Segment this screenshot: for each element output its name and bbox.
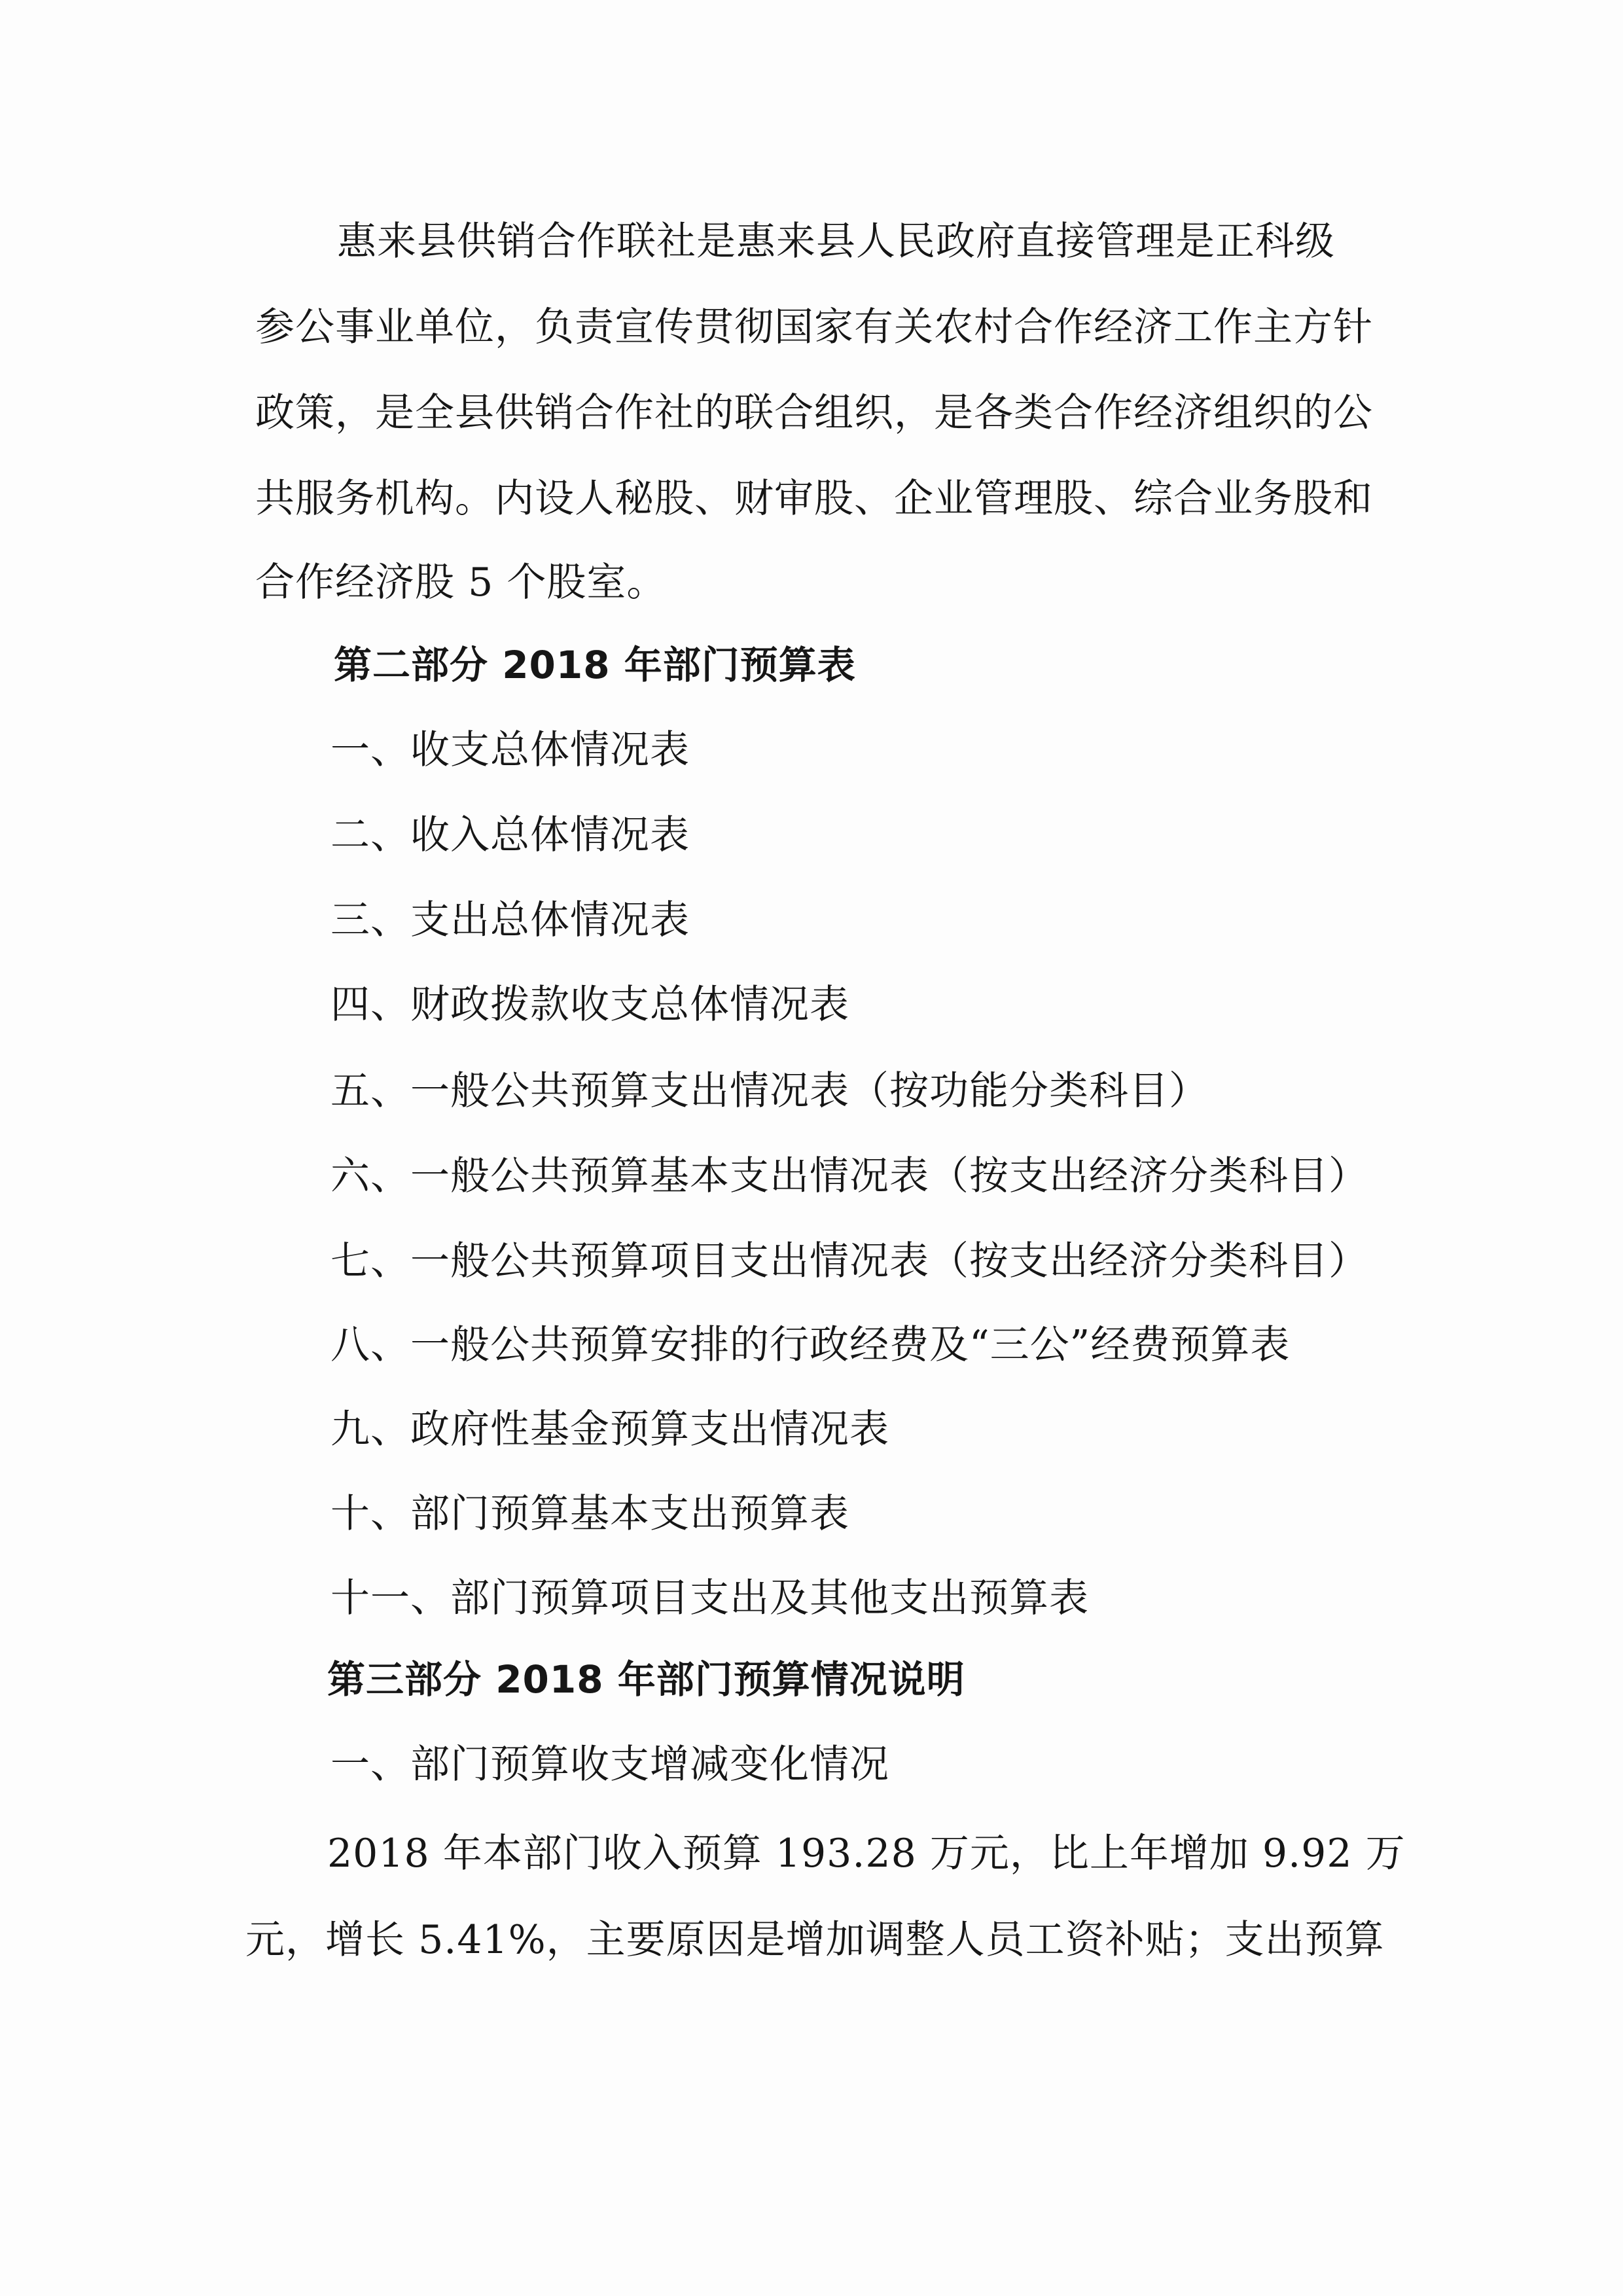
- part2-item-7: 七、一般公共预算项目支出情况表（按支出经济分类科目）: [330, 1238, 1368, 1284]
- part2-item-1: 一、收支总体情况表: [330, 727, 690, 773]
- part2-item-2: 二、收入总体情况表: [330, 812, 690, 858]
- intro-line-3: 政策，是全县供销合作社的联合组织，是各类合作经济组织的公: [255, 390, 1373, 436]
- part2-item-11: 十一、部门预算项目支出及其他支出预算表: [330, 1575, 1089, 1621]
- part2-item-10: 十、部门预算基本支出预算表: [330, 1491, 849, 1537]
- intro-line-5: 合作经济股 5 个股室。: [255, 560, 667, 605]
- intro-line-1: 惠来县供销合作联社是惠来县人民政府直接管理是正科级: [337, 219, 1335, 264]
- intro-line-2: 参公事业单位，负责宣传贯彻国家有关农村合作经济工作主方针: [255, 304, 1373, 350]
- part2-item-5: 五、一般公共预算支出情况表（按功能分类科目）: [330, 1068, 1209, 1114]
- part2-item-3: 三、支出总体情况表: [330, 897, 690, 943]
- part2-item-8: 八、一般公共预算安排的行政经费及“三公”经费预算表: [330, 1322, 1291, 1368]
- part2-heading: 第二部分 2018 年部门预算表: [334, 643, 856, 687]
- part3-paragraph-line-2: 元，增长 5.41%，主要原因是增加调整人员工资补贴；支出预算: [245, 1917, 1385, 1963]
- part2-item-4: 四、财政拨款收支总体情况表: [330, 982, 849, 1028]
- part3-paragraph-line-1: 2018 年本部门收入预算 193.28 万元，比上年增加 9.92 万: [327, 1831, 1406, 1876]
- intro-line-4: 共服务机构。内设人秘股、财审股、企业管理股、综合业务股和: [255, 476, 1373, 522]
- part3-subheading: 一、部门预算收支增减变化情况: [330, 1742, 889, 1787]
- part3-heading: 第三部分 2018 年部门预算情况说明: [327, 1657, 965, 1702]
- part2-item-9: 九、政府性基金预算支出情况表: [330, 1407, 889, 1452]
- part2-item-6: 六、一般公共预算基本支出情况表（按支出经济分类科目）: [330, 1153, 1368, 1199]
